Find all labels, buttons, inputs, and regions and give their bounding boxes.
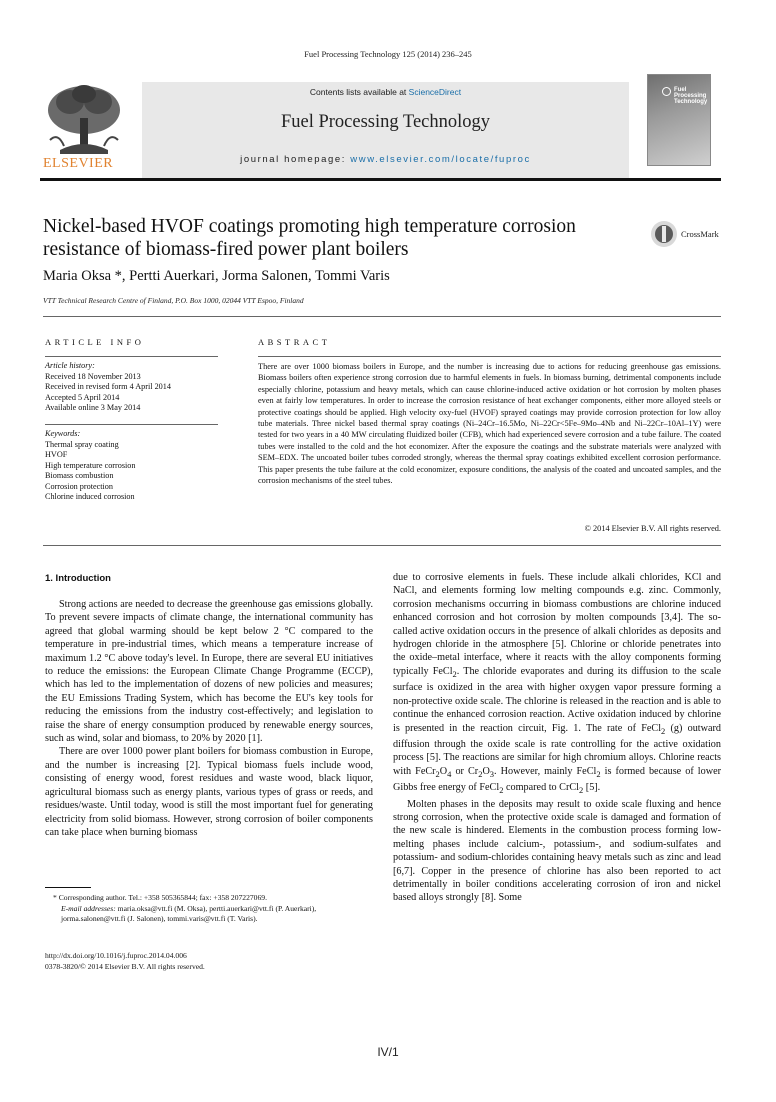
- text-run: O: [439, 765, 448, 777]
- article-info-rule: [45, 356, 218, 357]
- footnote-marker: *: [53, 893, 57, 902]
- author-list: Maria Oksa *, Pertti Auerkari, Jorma Salonen, Tommi Varis: [43, 268, 390, 284]
- subscript: 2: [435, 768, 440, 779]
- keyword-item: High temperature corrosion: [45, 460, 136, 470]
- history-item: Received 18 November 2013: [45, 371, 141, 381]
- footnote-line: [45, 893, 375, 904]
- contents-prefix: Contents lists available at: [309, 87, 409, 97]
- text-run: . However, mainly FeCl: [494, 765, 597, 777]
- body-paragraph: There are over 1000 power plant boilers for biomass combustion in Europe, and the number is increasing [2]. Typical biomass fuels include wood, consisting of energy wood, forest residues and waste wood, black liquor, agricultural biomass such as energy plants, various types of grass or reeds, and residues/waste. Until today, wood is still the most important fuel for generating electricity from solid biomass. However, strong corrosion of boiler components can take place when burning biomass: [45, 746, 373, 838]
- keyword-item: Biomass combustion: [45, 471, 114, 480]
- keyword-item: Thermal spray coating: [45, 439, 119, 449]
- subscript: 2: [452, 668, 457, 679]
- text-run: due to corrosive elements in fuels. These include alkali chlorides, KCl and NaCl, and elements forming low melting compounds e.g. zinc. Commonly, corrosion mechanisms occurring in biomass combustions are chlorine induced enhanced corrosion and hot corrosion by molten compounds [3,4]. The so-called active oxidation occurs in the presence of alkali chlorides as deposits and hydrogen chloride in the atmosphere [5]. Chlorine or chloride penetrates into the oxide–metal interface, where it reacts with the alloy components forming typically FeCl: [393, 572, 721, 677]
- sciencedirect-link[interactable]: ScienceDirect: [408, 87, 462, 97]
- homepage-prefix: journal homepage:: [240, 154, 351, 165]
- section-heading-introduction: 1. Introduction: [45, 573, 111, 584]
- abstract-copyright: © 2014 Elsevier B.V. All rights reserved.: [584, 524, 721, 533]
- abstract-text: There are over 1000 biomass boilers in Europe, and the number is increasing due to actions for reducing greenhouse gas emissions. Biomass boilers often experience strong corrosion due to harmful elements in fuels. In biomass burning, detrimental components include especially chlorine, potassium and heavy metals, which can cause chlorine-induced active oxidation or hot corrosion by molten phases even at fairly low temperatures. In order to increase the corrosion resistance of heat exchanger components, either more alloyed steels or protective coatings should be applied. High velocity oxy-fuel (HVOF) sprayed coatings may provide corrosion protection for low alloy tube materials. Three nickel based thermal spray coatings (Ni–24Cr–16.5Mo, Ni–22Cr<5Fe–9Mo–4Nb and Ni–22Cr–10Al–1Y) were tested for two years in a 40 MW circulating fluidized boiler (CFB), which had experienced severe corrosion and a tube failure. The coated tubes were installed to the cold and the hot economizer. After the exposure the coatings and the substrate materials were analyzed with SEM–EDX. The uncoated boiler tubes corroded strongly, whereas the thermal spray coatings exhibited excellent corrosion performance. This paper presents the tube failure at the cold economizer, exposure conditions, the analysis of the coated and uncoated samples, and the corrosion mechanisms of the steel tubes.: [258, 362, 721, 486]
- text-run: compared to CrCl: [503, 782, 579, 794]
- keyword-item: HVOF: [45, 450, 68, 459]
- keywords-label: Keywords:: [45, 429, 81, 438]
- cover-title: Fuel Processing Technology: [674, 87, 708, 105]
- body-paragraph: Strong actions are needed to decrease the greenhouse gas emissions globally. To prevent severe impacts of climate change, the international community has agreed that global warming should be kept below 2 °C compared to the temperature in pre-industrial times, which means a temperature increase of maximum 1.2 °C above today's level. In Europe, there are several EU initiatives to reduce the emissions: the European Climate Change Programme (ECCP), which has led to the implementation of dozens of new policies and measures; the EU Emissions Trading System, which has become the EU's key tools for reducing the emissions from the industry cost-effectively; and legislation to raise the share of energy consumption produced by renewable energy sources, such as wind, solar and biomass, to 20% by 2020 [1].: [45, 599, 373, 745]
- subscript: 2: [596, 768, 601, 779]
- abstract-rule: [258, 356, 721, 357]
- journal-cover-thumbnail[interactable]: [647, 74, 711, 166]
- subscript: 3: [489, 768, 495, 779]
- keywords-rule: [45, 424, 218, 425]
- elsevier-tree-logo: [40, 80, 128, 168]
- subscript: 2: [661, 725, 666, 736]
- abstract-heading: ABSTRACT: [258, 337, 331, 347]
- corresponding-author-footnote: [45, 893, 375, 925]
- text-run: . The chloride evaporates and during its diffusion to the scale surface is oxidized in the area with higher oxygen vapor pressure forming a non-protective oxide scale. The chlorine is released in the reaction and is able to continue the enhanced corrosion reaction. Active oxidation induced by chlorine is presented in the reaction circuit, Fig. 1. The rate of FeCl: [393, 665, 721, 734]
- subscript: 2: [579, 785, 584, 796]
- doi-block: [45, 950, 205, 972]
- keyword-item: Corrosion protection: [45, 481, 113, 491]
- text-run: or Cr: [451, 765, 479, 777]
- email-label: E-mail addresses:: [61, 903, 116, 913]
- doi-link[interactable]: http://dx.doi.org/10.1016/j.fuproc.2014.04.006: [45, 951, 187, 960]
- body-column-right: [393, 571, 721, 905]
- subscript: 2: [499, 785, 504, 796]
- subscript: 2: [478, 768, 483, 779]
- history-item: Available online 3 May 2014: [45, 403, 141, 412]
- contents-line: [142, 87, 629, 97]
- body-paragraph: [393, 571, 721, 798]
- journal-title: Fuel Processing Technology: [280, 112, 491, 132]
- cover-badge-icon: [662, 87, 671, 96]
- text-run: (g) outward diffusion through the oxide scale is rate controlling for the active oxidation process [5]. The reactions are similar for high chromium alloys. Chlorine reacts with FeCr: [393, 722, 721, 777]
- affiliation: VTT Technical Research Centre of Finland, P.O. Box 1000, 02044 VTT Espoo, Finland: [43, 296, 304, 305]
- footnote-emails: [45, 904, 375, 925]
- footnote-rule: [45, 887, 91, 888]
- keyword-list: [45, 429, 220, 503]
- email-addresses[interactable]: maria.oksa@vtt.fi (M. Oksa), pertti.auerkari@vtt.fi (P. Auerkari), jorma.salonen@vtt.fi (J. Salonen), tommi.varis@vtt.fi (T. Varis).: [61, 903, 317, 923]
- issn-line: 0378-3820/© 2014 Elsevier B.V. All rights reserved.: [45, 962, 205, 971]
- history-item: Accepted 5 April 2014: [45, 392, 120, 402]
- crossmark-label[interactable]: CrossMark: [681, 229, 719, 239]
- journal-masthead: [142, 82, 629, 178]
- page-number: IV/1: [377, 1045, 399, 1059]
- article-history: [45, 361, 220, 414]
- homepage-link[interactable]: www.elsevier.com/locate/fuproc: [350, 154, 531, 165]
- text-run: [5].: [583, 782, 601, 794]
- text-run: is formed because of lower Gibbs free energy of FeCl: [393, 765, 721, 794]
- article-info-heading: ARTICLE INFO: [45, 337, 145, 347]
- journal-reference: Fuel Processing Technology 125 (2014) 236–245: [304, 49, 472, 59]
- text-run: O: [482, 765, 490, 777]
- masthead-rule: [40, 178, 721, 181]
- crossmark-icon[interactable]: [650, 220, 678, 248]
- history-label: Article history:: [45, 361, 95, 370]
- journal-homepage: [142, 154, 629, 165]
- body-column-left: [45, 598, 373, 839]
- title-divider: [43, 316, 721, 317]
- body-paragraph: Molten phases in the deposits may result to oxide scale fluxing and hence strong corrosion, when the protective oxide scale is damaged and formation of the new scale is hindered. Elements in the combustion process forming low-melting phases include calcium-, potassium-, and sodium-sulfates and potassium- and sodium-chlorides containing heavy metals such as zinc and lead [6,7]. Copper in the presence of chlorine has also been reported to act detrimentally in boiler conditions accelerating corrosion of iron and nickel based alloys strongly [8]. Some: [393, 798, 721, 904]
- abstract-bottom-rule: [43, 545, 721, 546]
- subscript: 4: [447, 768, 452, 779]
- article-title: Nickel-based HVOF coatings promoting high temperature corrosion resistance of biomass-fired power plant boilers: [43, 216, 576, 260]
- footnote-corresponding: Corresponding author. Tel.: +358 505365844; fax: +358 207227069.: [58, 893, 267, 902]
- keyword-item: Chlorine induced corrosion: [45, 492, 135, 501]
- history-item: Received in revised form 4 April 2014: [45, 382, 171, 391]
- elsevier-wordmark: ELSEVIER: [43, 156, 114, 171]
